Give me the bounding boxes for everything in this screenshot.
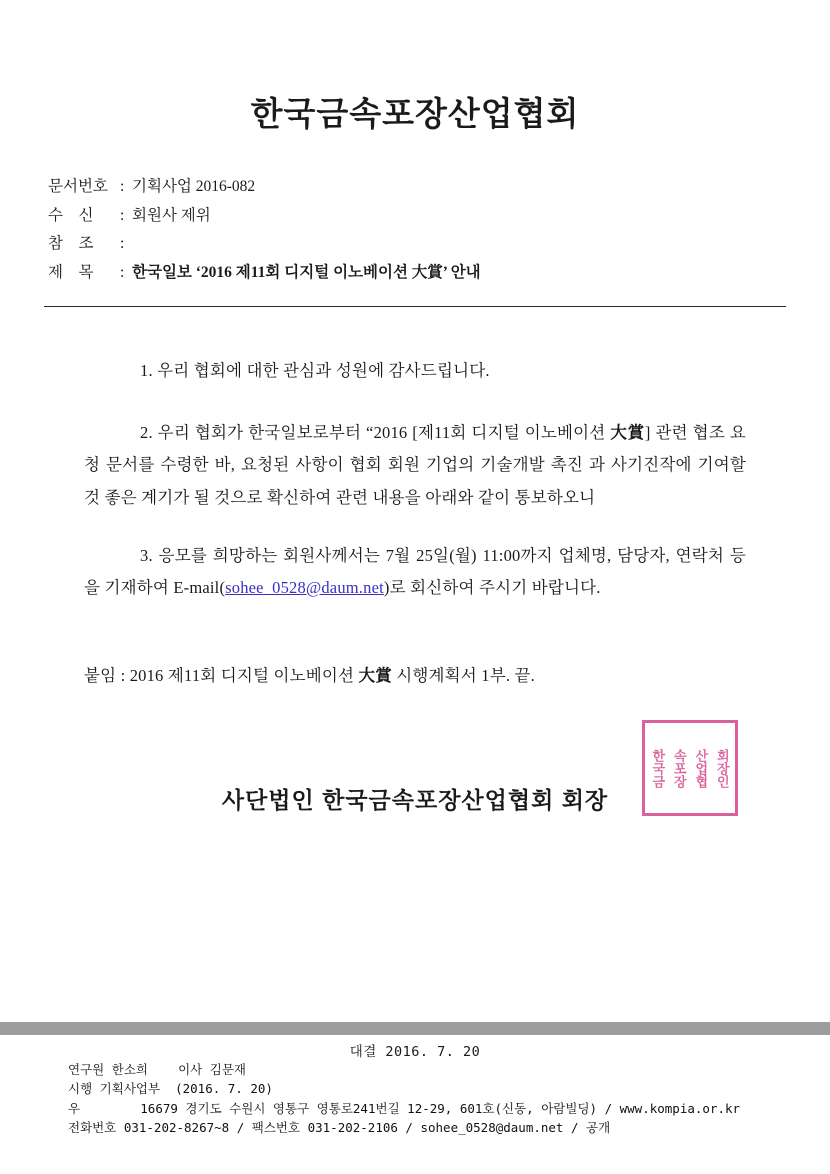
footer-line-3: 우 16679 경기도 수원시 영통구 영통로241번길 12-29, 601호(신동, 아람빌딩) / www.kompia.or.kr (68, 1100, 741, 1116)
meta-label: 문서번호 (48, 178, 108, 195)
footer-line-1: 연구원 한소희 이사 김문재 (68, 1062, 246, 1077)
meta-value: 기획사업 2016-082 (132, 178, 256, 195)
divider (44, 306, 786, 307)
paragraph-3-text-a: 3. 응모를 희망하는 회원사께서는 7월 25일(월) 11:00까지 업체명, 담당자, 연락처 등을 기재하여 E-mail( (84, 545, 746, 597)
footer-line-2: 시행 기획사업부 (2016. 7. 20) (68, 1081, 273, 1097)
paragraph-1: 1. 우리 협회에 대한 관심과 성원에 감사드립니다. (140, 361, 490, 380)
paragraph-2-hanja: 大賞 (610, 423, 645, 443)
paragraph-2-text-b: ] 관련 협조 요청 문서를 수령한 바, 요청된 사항이 협회 회원 기업의 기술개발 촉진 과 사기진작에 기여할 것 좋은 계기가 될 것으로 확신하여 관련 내용을 아래와 같이 통보하오니 (84, 423, 746, 507)
meta-row-subject (48, 265, 830, 281)
meta-colon: : (120, 235, 125, 252)
attachment-line (84, 662, 746, 686)
meta-row-recipient (48, 208, 830, 224)
meta-row-docnumber (48, 179, 830, 195)
document-meta (48, 179, 830, 280)
approval-text: 대결 2016. 7. 20 (349, 1044, 481, 1060)
email-link[interactable]: sohee_0528@daum.net (225, 577, 384, 597)
signature-line (0, 748, 830, 815)
page-title: 한국금속포장산업협회 (250, 95, 580, 132)
paragraph-3-text-b: )로 회신하여 주시기 바랍니다. (383, 577, 601, 597)
meta-colon: : (120, 178, 125, 195)
document-body (84, 355, 746, 604)
meta-value: 회원사 제위 (132, 206, 211, 224)
document-footer (68, 1060, 740, 1138)
meta-label: 수 신 (48, 206, 94, 224)
paragraph-2-text-a: 2. 우리 협회가 한국일보로부터 “2016 [제11회 디지털 이노베이션 (140, 423, 611, 443)
signature-text: 사단법인 한국금속포장산업협회 회장 (221, 787, 609, 814)
meta-label: 참 조 (48, 235, 94, 252)
footer-line-4: 전화번호 031-202-8267~8 / 팩스번호 031-202-2106 / sohee_0528@daum.net / 공개 (68, 1120, 611, 1136)
paragraph-3 (84, 540, 746, 604)
meta-colon: : (120, 263, 125, 281)
attachment-hanja: 大賞 (358, 666, 392, 686)
meta-row-reference (48, 236, 830, 252)
meta-colon: : (120, 206, 125, 224)
meta-label: 제 목 (48, 263, 94, 281)
paragraph-2 (84, 417, 746, 514)
footer-divider-band (0, 1022, 830, 1035)
meta-value: 한국일보 ‘2016 제11회 디지털 이노베이션 大賞’ 안내 (132, 263, 481, 281)
attachment-text-b: 시행계획서 1부. 끝. (391, 666, 535, 686)
attachment-text-a: 붙임 : 2016 제11회 디지털 이노베이션 (84, 666, 359, 686)
official-seal-icon: 한국금 속포장 산업협 회장인 (642, 720, 738, 816)
